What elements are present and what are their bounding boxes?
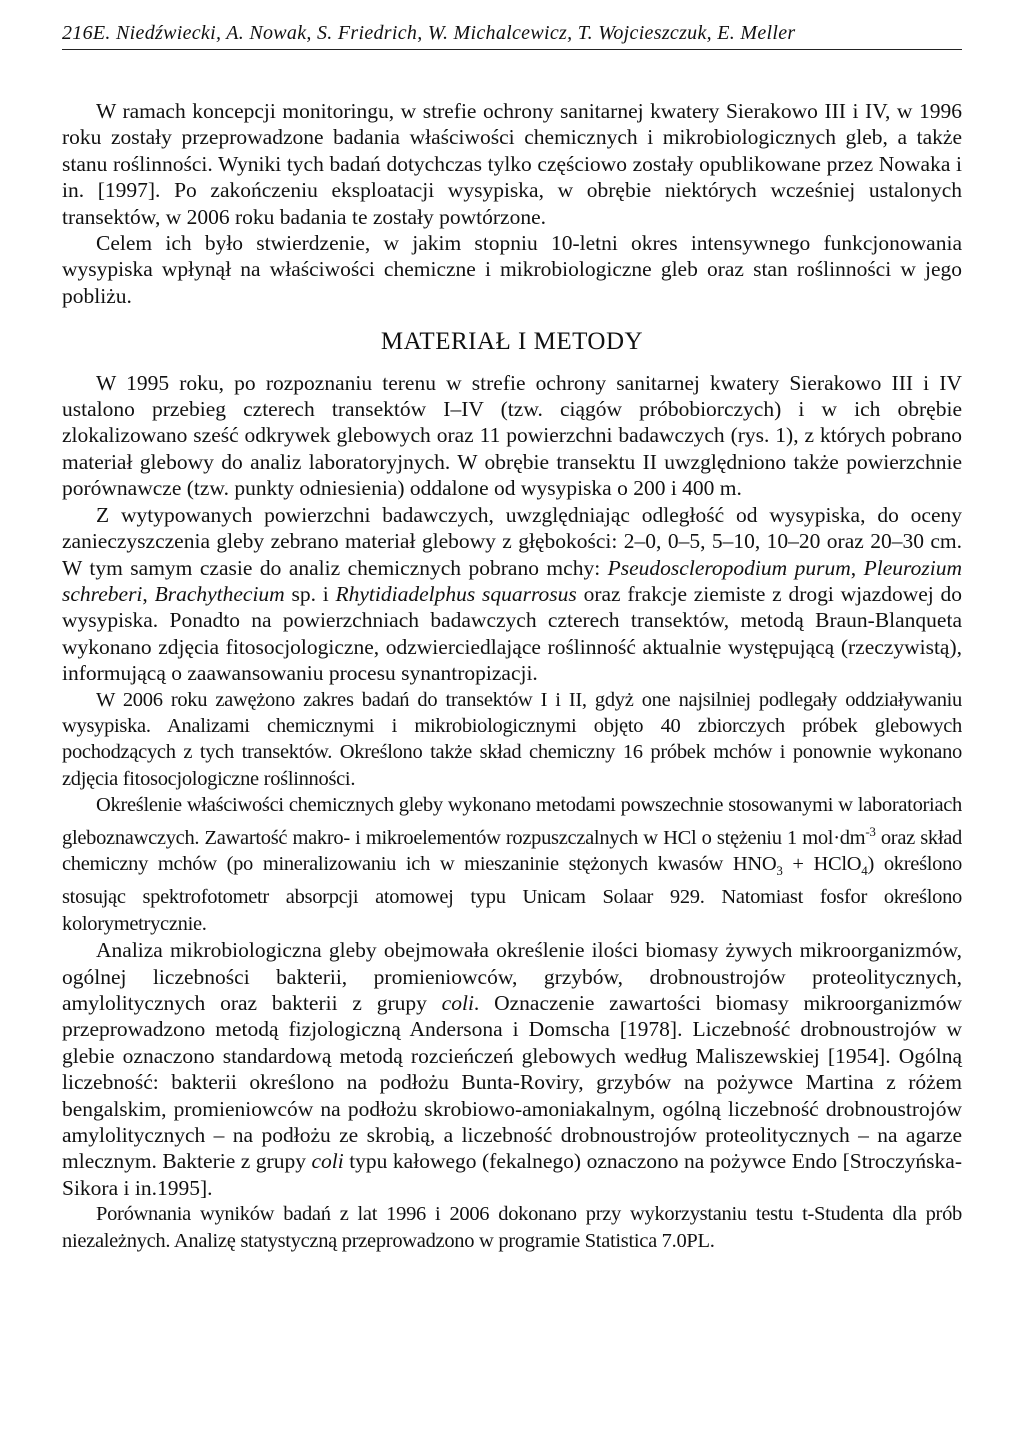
moss-name-2: Pleurozium schreberi — [62, 555, 962, 606]
methods-paragraph-4-text-b: oraz skład chemiczny mchów (po mineralizowaniu ich w mieszaninie stężonych kwasów HNO — [62, 826, 962, 875]
unit-exponent: -3 — [865, 823, 876, 839]
separator-1: , — [850, 555, 864, 580]
intro-paragraph-2: Celem ich było stwierdzenie, w jakim stopniu 10-letni okres intensywnego funkcjonowania wysypiska wpłynął na właściwości chemiczne i mikrobiologiczne gleb oraz stan roślinności w jego pobliżu. — [62, 231, 962, 308]
methods-paragraph-5-text-c: typu kałowego (fekalnego) oznaczono na pożywce Endo [Stroczyńska-Sikora i in.1995]. — [62, 1149, 962, 1200]
separator-2: , — [142, 581, 155, 606]
separator-3: sp. i — [284, 581, 336, 606]
paper-page — [62, 22, 962, 1254]
methods-paragraph-5-text-b: . Oznaczenie zawartości biomasy mikroorganizmów przeprowadzono metodą fizjologiczną Andersona i Domscha [1978]. Liczebność drobnoustrojów w glebie oznaczono standardową metodą rozcieńczeń glebowych według Maliszewskiej [1954]. Ogólną liczebność: bakterii określono na podłożu Bunta-Roviry, grzybów na pożywce Martina z różem bengalskim, promieniowców na podłożu skrobiowo-amoniakalnym, ogólną liczebność drobnoustrojów amylolitycznych – na podłożu ze skrobią, a liczebność drobnoustrojów proteolitycznych – na agarze mlecznym. Bakterie z grupy — [62, 990, 962, 1174]
formula-subscript-2: 4 — [861, 862, 868, 878]
moss-name-1: Pseudoscleropodium purum — [607, 555, 851, 580]
methods-paragraph-4-text-c: + HClO — [782, 852, 862, 875]
moss-name-4: Rhytidiadelphus squarrosus — [335, 581, 577, 606]
intro-paragraph-1: W ramach koncepcji monitoringu, w strefie ochrony sanitarnej kwatery Sierakowo III i IV, w 1996 roku zostały przeprowadzone badania właściwości chemicznych i mikrobiologicznych gleb, a także stanu roślinności. Wyniki tych badań dotychczas tylko częściowo zostały opublikowane przez Nowaka i in. [1997]. Po zakończeniu eksploatacji wysypiska, w obrębie niektórych wcześniej ustalonych transektów, w 2006 roku badania te zostały powtórzone. — [62, 99, 962, 229]
methods-paragraph-4 — [62, 792, 962, 937]
running-head: 216E. Niedźwiecki, A. Nowak, S. Friedrich, W. Michalcewicz, T. Wojcieszczuk, E. Meller — [62, 22, 962, 50]
formula-subscript-1: 3 — [776, 862, 783, 878]
methods-paragraph-6: Porównania wyników badań z lat 1996 i 2006 dokonano przy wykorzystaniu testu t-Studenta dla prób niezależnych. Analizę statystyczną przeprowadzono w programie Statistica 7.0PL. — [62, 1203, 962, 1252]
section-title-methods: MATERIAŁ I METODY — [380, 328, 644, 356]
methods-paragraph-4-text-d: ) określono stosując spektrofotometr absorpcji atomowej typu Unicam Solaar 929. Natomiast fosfor określono kolorymetrycznie. — [62, 852, 962, 935]
article-body — [62, 98, 962, 1254]
methods-paragraph-5-text-a: Analiza mikrobiologiczna gleby obejmowała określenie ilości biomasy żywych mikroorganizmów, ogólnej liczebności bakterii, promieniowców, grzybów, drobnoustrojów proteolitycznych, amylolitycznych oraz bakterii z grupy — [62, 938, 962, 1015]
moss-name-3: Brachythecium — [154, 581, 285, 606]
methods-paragraph-1: W 1995 roku, po rozpoznaniu terenu w strefie ochrony sanitarnej kwatery Sierakowo III i IV ustalono przebieg czterech transektów I–IV (tzw. ciągów próbobiorczych) i w ich obrębie zlokalizowano sześć odkrywek glebowych oraz 11 powierzchni badawczych (rys. 1), z których pobrano materiał glebowy do analiz laboratoryjnych. W obrębie transektu II uwzględniono także powierzchnie porównawcze (tzw. punkty odniesienia) oddalone od wysypiska o 200 i 400 m. — [62, 370, 962, 501]
coli-term-1: coli — [441, 990, 474, 1015]
methods-paragraph-2-text-b: oraz frakcje ziemiste z drogi wjazdowej do wysypiska. Ponadto na powierzchniach badawczych czterech transektów, metodą Braun-Blanqueta wykonano zdjęcia fitosocjologiczne, odzwierciedlające roślinność aktualnie występującą (rzeczywistą), informującą o zaawansowaniu procesu synantropizacji. — [62, 581, 963, 686]
methods-paragraph-4-text-a: Określenie właściwości chemicznych gleby wykonano metodami powszechnie stosowanymi w laboratoriach gleboznawczych. Zawartość makro- i mikroelementów rozpuszczalnych w HCl o stężeniu 1 mol·dm — [62, 794, 962, 849]
methods-paragraph-2 — [62, 502, 962, 687]
methods-paragraph-3: W 2006 roku zawężono zakres badań do transektów I i II, gdyż one najsilniej podlegały oddziaływaniu wysypiska. Analizami chemicznymi i mikrobiologicznymi objęto 40 zbiorczych próbek glebowych pochodzących z tych transektów. Określono także skład chemiczny 16 próbek mchów i ponownie wykonano zdjęcia fitosocjologiczne roślinności. — [62, 688, 962, 790]
methods-paragraph-5 — [62, 937, 962, 1201]
methods-paragraph-2-text-a: Z wytypowanych powierzchni badawczych, uwzględniając odległość od wysypiska, do oceny zanieczyszczenia gleby zebrano materiał glebowy z głębokości: 2–0, 0–5, 5–10, 10–20 oraz 20–30 cm. W tym samym czasie do analiz chemicznych pobrano mchy: — [62, 502, 962, 580]
coli-term-2: coli — [311, 1149, 344, 1174]
